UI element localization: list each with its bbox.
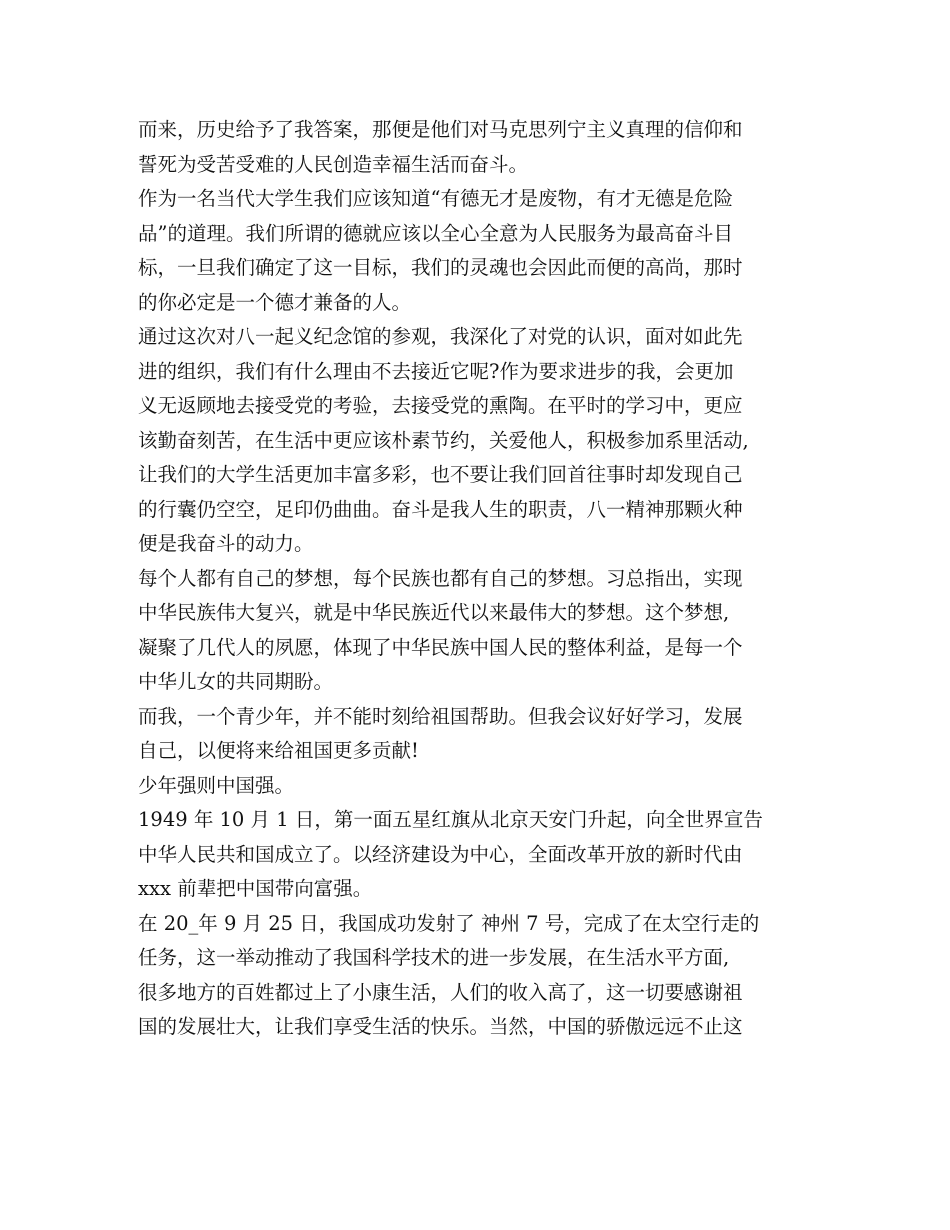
text-line: xxx 前辈把中国带向富强。 [138, 877, 373, 900]
document-body [138, 113, 828, 1045]
text-line: 誓死为受苦受难的人民创造幸福生活而奋斗。 [138, 152, 529, 176]
text-line: 标，一旦我们确定了这一目标，我们的灵魂也会因此而便的高尚，那时 [138, 256, 743, 279]
text-line: 在 20_年 9 月 25 日，我国成功发射了 神州 7 号，完成了在太空行走的 [138, 911, 760, 935]
text-line: 的行囊仍空空，足印仍曲曲。奋斗是我人生的职责，八一精神那颗火种 [138, 497, 743, 521]
text-line: 让我们的大学生活更加丰富多彩，也不要让我们回首往事时却发现自己 [138, 463, 743, 486]
text-line: 1949 年 10 月 1 日，第一面五星红旗从北京天安门升起，向全世界宣告 [138, 808, 763, 831]
text-line: 而来，历史给予了我答案，那便是他们对马克思列宁主义真理的信仰和 [138, 118, 743, 141]
text-line: 通过这次对八一起义纪念馆的参观，我深化了对党的认识，面对如此先 [138, 325, 743, 348]
text-line: 进的组织，我们有什么理由不去接近它呢?作为要求进步的我，会更加 [138, 359, 734, 383]
text-line: 便是我奋斗的动力。 [138, 532, 314, 555]
text-line: 中华民族伟大复兴，就是中华民族近代以来最伟大的梦想。这个梦想, [138, 601, 730, 624]
text-line: 任务，这一举动推动了我国科学技术的进一步发展，在生活水平方面, [138, 946, 730, 969]
text-line: 的你必定是一个德才兼备的人。 [138, 290, 412, 314]
text-line: 中华人民共和国成立了。以经济建设为中心，全面改革开放的新时代由 [138, 842, 743, 866]
text-line: 很多地方的百姓都过上了小康生活，人们的收入高了，这一切要感谢祖 [138, 980, 743, 1004]
text-line: 自己，以便将来给祖国更多贡献! [138, 739, 419, 762]
text-line: 每个人都有自己的梦想，每个民族也都有自己的梦想。习总指出，实现 [138, 566, 743, 590]
text-line: 凝聚了几代人的夙愿，体现了中华民族中国人民的整体利益，是每一个 [138, 635, 743, 659]
text-line: 品”的道理。我们所谓的德就应该以全心全意为人民服务为最高奋斗目 [138, 221, 733, 245]
text-line: 该勤奋刻苦，在生活中更应该朴素节约，关爱他人，积极参加系里活动, [138, 428, 749, 452]
text-line: 义无返顾地去接受党的考验，去接受党的熏陶。在平时的学习中，更应 [138, 394, 743, 417]
text-line: 少年强则中国强。 [138, 773, 295, 797]
text-line: 中华儿女的共同期盼。 [138, 670, 334, 693]
text-line: 作为一名当代大学生我们应该知道“有德无才是废物，有才无德是危险 [138, 187, 733, 210]
text-line: 而我，一个青少年，并不能时刻给祖国帮助。但我会议好好学习，发展 [138, 704, 743, 728]
text-line: 国的发展壮大，让我们享受生活的快乐。当然，中国的骄傲远远不止这 [138, 1015, 743, 1038]
